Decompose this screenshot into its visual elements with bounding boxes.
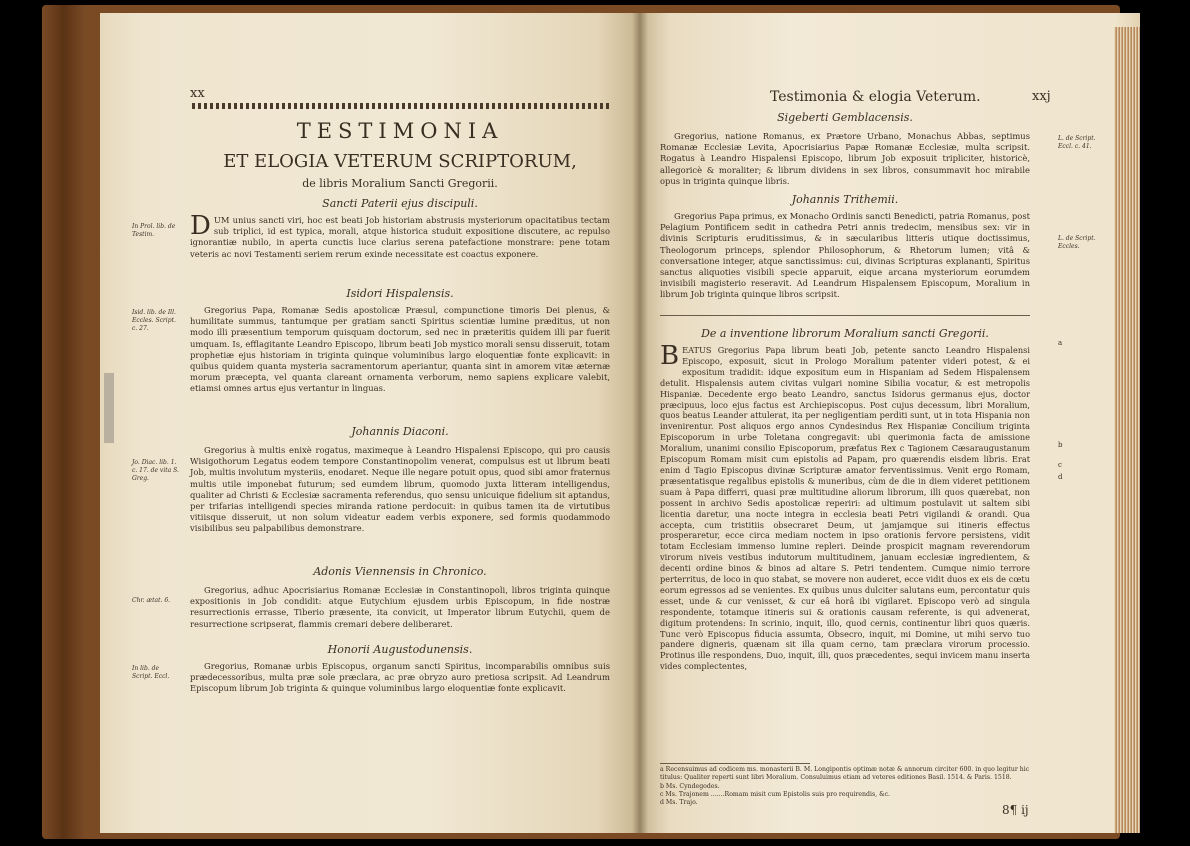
- book-spread: [42, 5, 1120, 839]
- footnote-rule: [660, 763, 810, 764]
- section-heading: Johannis Trithemii.: [791, 193, 899, 206]
- running-head: Testimonia & elogia Veterum.: [770, 89, 981, 105]
- margin-letter: b: [1058, 441, 1063, 449]
- section-heading: Sigeberti Gemblacensis.: [777, 111, 913, 124]
- page-tab-marker: [104, 373, 114, 443]
- drop-cap: B: [660, 341, 680, 371]
- footnote: b Ms. Cyndegodes.: [660, 783, 720, 790]
- margin-letter: c: [1058, 461, 1062, 469]
- head-ornament: [192, 103, 610, 109]
- section-text: Gregorius à multis enixè rogatus, maximeque à Leandro Hispalensi Episcopo, qui pro causis Wisigothorum Legatus eodem tempore Constantinopolim venerat, compulsus est ut librum beati Job, multis involutum mysteriis, enodaret. Neque ille negare potuit opus, quod sibi amor fraternus multis utile imponebat futurum; sed eumdem librum, quomodo juxta litteram intelligendus, qualiter ad Christi & Ecclesiæ sacramenta referendus, quo sensu unicuique fidelium sit aptandus, per trifarias intelligendi species miranda ratione perdocuit: in quibus tamen ita de virtutibus vitiisque disseruit, ut non solum videatur eadem verbis exponere, sed formis quodammodo visibilibus seu palpabilibus demonstrare.: [190, 445, 610, 534]
- right-page: [640, 13, 1140, 833]
- section-heading: Adonis Viennensis in Chronico.: [313, 565, 487, 578]
- footnote: a Recensuimus ad codicem ms. monasterii B. M. Longipontis optimæ notæ & annorum circiter 600. in quo legitur hic titulus: Qualiter reperti sunt libri Moralium. Consuluimus etiam ad veteres editiones Basil. 1514. & Paris. 1518.: [660, 766, 1030, 781]
- margin-note: L. de Script. Eccl. c. 41.: [1058, 135, 1096, 150]
- page-edges: [1114, 27, 1140, 833]
- margin-letter: d: [1058, 473, 1063, 481]
- margin-letter: a: [1058, 339, 1063, 347]
- footnote: d Ms. Trajo.: [660, 799, 698, 806]
- section-text: Gregorius, natione Romanus, ex Prætore Urbano, Monachus Abbas, septimus Romanæ Ecclesiæ Levita, Apocrisiarius Papæ Romanæ Ecclesiæ, multa scripsit. Rogatus à Leandro Hispalensi Episcopo, librum Job exposuit tripliciter, historicè, allegoricè & moraliter; & librum dividens in sex libros, consummavit hoc mirabile opus in triginta quinque libris.: [660, 131, 1030, 186]
- margin-note: Chr. ætat. 6.: [132, 597, 171, 604]
- section-text: Gregorius, adhuc Apocrisiarius Romanæ Ecclesiæ in Constantinopoli, libros triginta quinque expositionis in Job condidit: atque Eutychium ejusdem urbis Episcopum, in fide nostræ resurrectionis errasse, Tiberio præsente, ita convicit, ut Imperator librum Eutychii, quem de resurrectione scripserat, flammis cremari debere deliberaret.: [190, 585, 610, 629]
- right-page-number: xxj: [1032, 89, 1051, 104]
- margin-note: In lib. de Script. Eccl.: [132, 665, 170, 680]
- section-heading: Sancti Paterii ejus discipuli.: [322, 197, 478, 210]
- section-heading: Honorii Augustodunensis.: [327, 643, 473, 656]
- margin-note: L. de Script. Eccles.: [1058, 235, 1096, 250]
- section-heading: Isidori Hispalensis.: [346, 287, 454, 300]
- main-title: TESTIMONIA: [296, 119, 504, 143]
- section-text: Gregorius Papa primus, ex Monacho Ordinis sancti Benedicti, patria Romanus, post Pelagium Pontificem sedit in cathedra Petri annis tredecim, mensibus sex: vir in divinis Scripturis eruditissimus, & in sæcularibus litteris utique doctissimus, Theologorum princeps, splendor Philosophorum, & Rhetorum lumen; vitâ & conversatione integer, atque sanctissimus: cui, divinas Scripturas explananti, Spiritus sanctus aliquoties visibili specie apparuit, eique arcana mysteriorum eorumdem invisibili magisterio reseravit. Ad Leandrum Hispalensem Episcopum, Moralium in librum Job triginta quinque libros scripsit.: [660, 211, 1030, 300]
- main-title-line2: ET ELOGIA VETERUM SCRIPTORUM,: [223, 151, 577, 172]
- signature-mark: 8¶ ij: [1002, 803, 1029, 817]
- book-gutter: [632, 13, 648, 833]
- drop-cap: D: [190, 211, 211, 241]
- section-text: Gregorius, Romanæ urbis Episcopus, organum sancti Spiritus, incomparabilis omnibus suis prædecessoribus, multa præ sole præclara, ac præ obryzo auro pretiosa scripsit. Ad Leandrum Episcopum librum Job triginta & quinque voluminibus largo eloquentiæ fonte explicavit.: [190, 661, 610, 694]
- margin-note: Isid. lib. de Ill. Eccles. Script. c. 27.: [132, 309, 176, 332]
- main-subtitle: de libris Moralium Sancti Gregorii.: [302, 177, 498, 190]
- section-heading: Johannis Diaconi.: [351, 425, 449, 438]
- section-text: Gregorius Papa, Romanæ Sedis apostolicæ Præsul, compunctione timoris Dei plenus, & humilitate summus, tantumque per gratiam sancti Spiritus scientiæ lumine præditus, ut non modo illi præsentium temporum quisquam doctorum, sed nec in præteritis quidem illi par fuerit umquam. Is, efflagitante Leandro Episcopo, librum beati Job mystico morali sensu disseruit, totam prophetiæ ejus historiam in triginta quinque voluminibus largo eloquentiæ fonte explicavit: in quibus quidem quanta mysteria sacramentorum aperiantur, quanta sint in amorem vitæ æternæ morum præcepta, vel quanta clareant ornamenta verborum, nemo sapiens explicare valebit, etiamsi omnes artus ejus vertantur in linguas.: [190, 305, 610, 394]
- margin-note: Jo. Diac. lib. 1. c. 17. de vita S. Greg.: [132, 459, 179, 482]
- inventio-heading: De a inventione librorum Moralium sancti Gregorii.: [701, 327, 989, 340]
- left-page-number: xx: [190, 86, 205, 101]
- left-page: [100, 13, 640, 833]
- section-text: DUM unius sancti viri, hoc est beati Job historiam abstrusis mysteriorum opacitatibus tectam sub triplici, id est typica, morali, atque historica studuit expositione discutere, ac repulso ignorantiæ nubilo, in aperta cunctis luce clarius serena patefactione monstrare: pene totam veteris ac novi Testamenti seriem rerum exinde necessitate est coactus exponere.: [190, 211, 610, 259]
- footnote: c Ms. Trajonem .......Romam misit cum Epistolis suis pro requirendis, &c.: [660, 791, 891, 798]
- margin-note: In Prol. lib. de Testim.: [132, 223, 176, 238]
- section-divider: [660, 315, 1030, 316]
- inventio-text: BEATUS Gregorius Papa librum beati Job, petente sancto Leandro Hispalensi Episcopo, exposuit, sicut in Prologo Moralium patenter videri potest, & ei expositum tradidit: idque expositum eum in Hispaniam ad Sedem Hispalensem detulit. Hispalensis autem civitas vulgari nomine Sibilia vocatur, & est metropolis Hispaniæ. Decedente ergo beato Leandro, sanctus Isidorus germanus ejus, doctor præcipuus, loco ejus factus est Archiepiscopus. Post cujus decessum, libri Moralium, quos beatus Leander attulerat, ita per negligentiam perditi sunt, ut in tota Hispania non invenirentur. Post aliquos ergo annos Cyndesindus Rex Hispaniæ Concilium triginta Episcoporum in urbe Toletana congregavit: ubi querimonia facta de amissione Moralium, unanimi consilio Episcoporum, præfatus Rex c Tagionem Cæsaraugustanum Episcopum Romam misit cum epistolis ad Papam, pro quærendis eisdem libris. Erat enim d Tagio Episcopus divinæ Scripturæ amator ferventissimus. Venit ergo Romam, præsentatisque regalibus epistolis & muneribus, cùm de die in diem videret petitionem suam à Papa differri, quasi præ multitudine aliorum librorum, illi quos quærebat, non possent in archivo Sedis apostolicæ reperiri: ad ultimum postulavit ut saltem sibi licentia daretur, una nocte integra in ecclesia beati Petri vigilandi & orandi. Qua accepta, cum tristitiis obsecraret Deum, ut jamjamque sui itineris effectus prosperaretur, ecce circa mediam noctem in ipso orationis fervore persistens, vidit totam Ecclesiam immenso lumine repleri. Deinde prospicit magnam reverendorum virorum niveis vestibus indutorum multitudinem, januam ecclesiæ ingredientem, & decenti ordine binos & binos ad altare S. Petri tendentem. Cumque nimio terrore perterritus, de loco in quo stabat, se movere non auderet, ecce vidit duos ex eis de cœtu eorum egressos ad se venientes. Ex quibus unus dulciter salutans eum, percontatur quis esset, unde & cur venisset, & cur eâ horâ ibi vigilaret. Episcopo verò ad singula respondente, totamque itineris sui & orationis causam referente, is qui advenerat, digitum protendens: In scrinio, inquit, illo, quod cernis, continentur libri quos quæris. Tunc verò Episcopus fiducia assumta, Obsecro, inquit, mi Domine, ut mihi servo tuo pandere digneris, quænam sit illa quam cerno, tam præclara virorum processio. Protinus ille respondens, Duo, inquit, illi, quos præcedentes, sequi invicem manu inserta vides complectentes,: [660, 341, 1030, 672]
